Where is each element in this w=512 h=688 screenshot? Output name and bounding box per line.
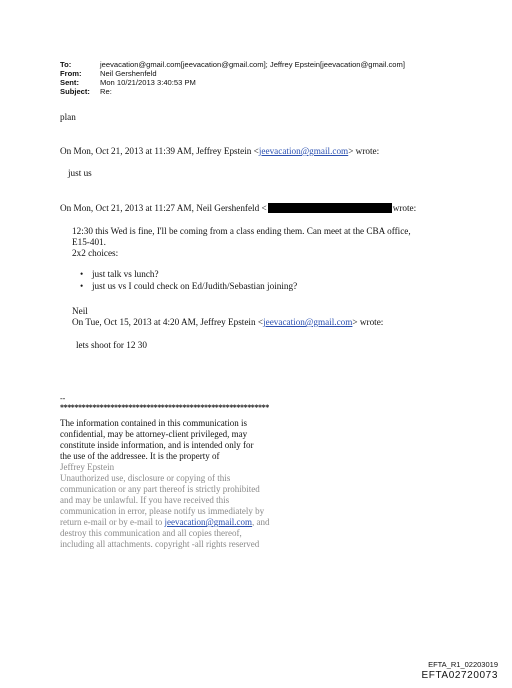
quote2-attribution: [60, 203, 416, 214]
choices-list: [92, 268, 297, 292]
disclaimer-line: communication or any part thereof is strictly prohibited: [60, 484, 260, 494]
signoff: Neil: [72, 306, 88, 316]
quote3-attribution: [72, 317, 383, 328]
quote1-suffix: > wrote:: [348, 146, 380, 156]
sent-row: [60, 78, 405, 87]
sent-label: Sent:: [60, 78, 79, 87]
from-row: [60, 69, 405, 78]
from-label: From:: [60, 69, 82, 78]
sent-value: Mon 10/21/2013 3:40:53 PM: [100, 78, 196, 87]
disclaimer-line: communication in error, please notify us immediately by: [60, 506, 265, 516]
to-row: [60, 60, 405, 69]
disclaimer-email-link[interactable]: jeevacation@gmail.com: [164, 517, 252, 527]
quote3-suffix: > wrote:: [352, 317, 384, 327]
disclaimer-line-with-link: [60, 517, 269, 528]
subject-value: Re:: [100, 87, 112, 96]
quote2-suffix: wrote:: [392, 203, 417, 213]
bates-number-2: EFTA02720073: [421, 670, 498, 681]
email-header: [60, 60, 405, 96]
disclaimer-line: and may be unlawful. If you have received this: [60, 495, 230, 505]
subject-label: Subject:: [60, 87, 90, 96]
disclaimer-line: the use of the addressee. It is the property of: [60, 451, 220, 461]
quote3-prefix: On Tue, Oct 15, 2013 at 4:20 AM, Jeffrey Epstein <: [72, 317, 264, 327]
redaction-box: [268, 203, 392, 213]
quote1-prefix: On Mon, Oct 21, 2013 at 11:39 AM, Jeffrey Epstein <: [60, 146, 259, 156]
quote3-text: lets shoot for 12 30: [76, 340, 147, 350]
quote1-email-link[interactable]: jeevacation@gmail.com: [258, 146, 349, 156]
disclaimer-line: confidential, may be attorney-client privileged, may: [60, 429, 248, 439]
subject-row: [60, 87, 405, 96]
disclaimer-line: constitute inside information, and is intended only for: [60, 440, 254, 450]
disclaimer-line: including all attachments. copyright -all rights reserved: [60, 539, 260, 549]
to-label: To:: [60, 60, 72, 69]
list-item: • just us vs I could check on Ed/Judith/Sebastian joining?: [92, 280, 297, 292]
disclaimer-line: destroy this communication and all copies thereof,: [60, 528, 242, 538]
bates-number-1: EFTA_R1_02203019: [428, 660, 498, 669]
disclaimer-link-suffix: , and: [251, 517, 270, 527]
disclaimer-line: Jeffrey Epstein: [60, 462, 115, 472]
quote2-prefix: On Mon, Oct 21, 2013 at 11:27 AM, Neil Gershenfeld <: [60, 203, 267, 213]
from-value: Neil Gershenfeld: [100, 69, 157, 78]
quote2-line2: E15-401.: [72, 237, 106, 247]
disclaimer-line: The information contained in this communication is: [60, 418, 247, 428]
quote2-line1: 12:30 this Wed is fine, I'll be coming from a class ending them. Can meet at the CBA office,: [72, 226, 411, 236]
quote3-email-link[interactable]: jeevacation@gmail.com: [263, 317, 353, 327]
disclaimer-block: [60, 418, 269, 550]
quote2-line3: 2x2 choices:: [72, 248, 119, 258]
reply-text: plan: [60, 112, 76, 122]
quote1-text: just us: [68, 168, 92, 178]
signature-dashes: --: [60, 394, 66, 403]
stars-divider: **********************************************************: [60, 403, 269, 412]
list-item: • just talk vs lunch?: [92, 268, 297, 280]
disclaimer-line: Unauthorized use, disclosure or copying of this: [60, 473, 231, 483]
disclaimer-link-prefix: return e-mail or by e-mail to: [60, 517, 165, 527]
quote1-attribution: [60, 146, 379, 157]
to-value: jeevacation@gmail.com[jeevacation@gmail.com]; Jeffrey Epstein[jeevacation@gmail.com]: [100, 60, 405, 69]
